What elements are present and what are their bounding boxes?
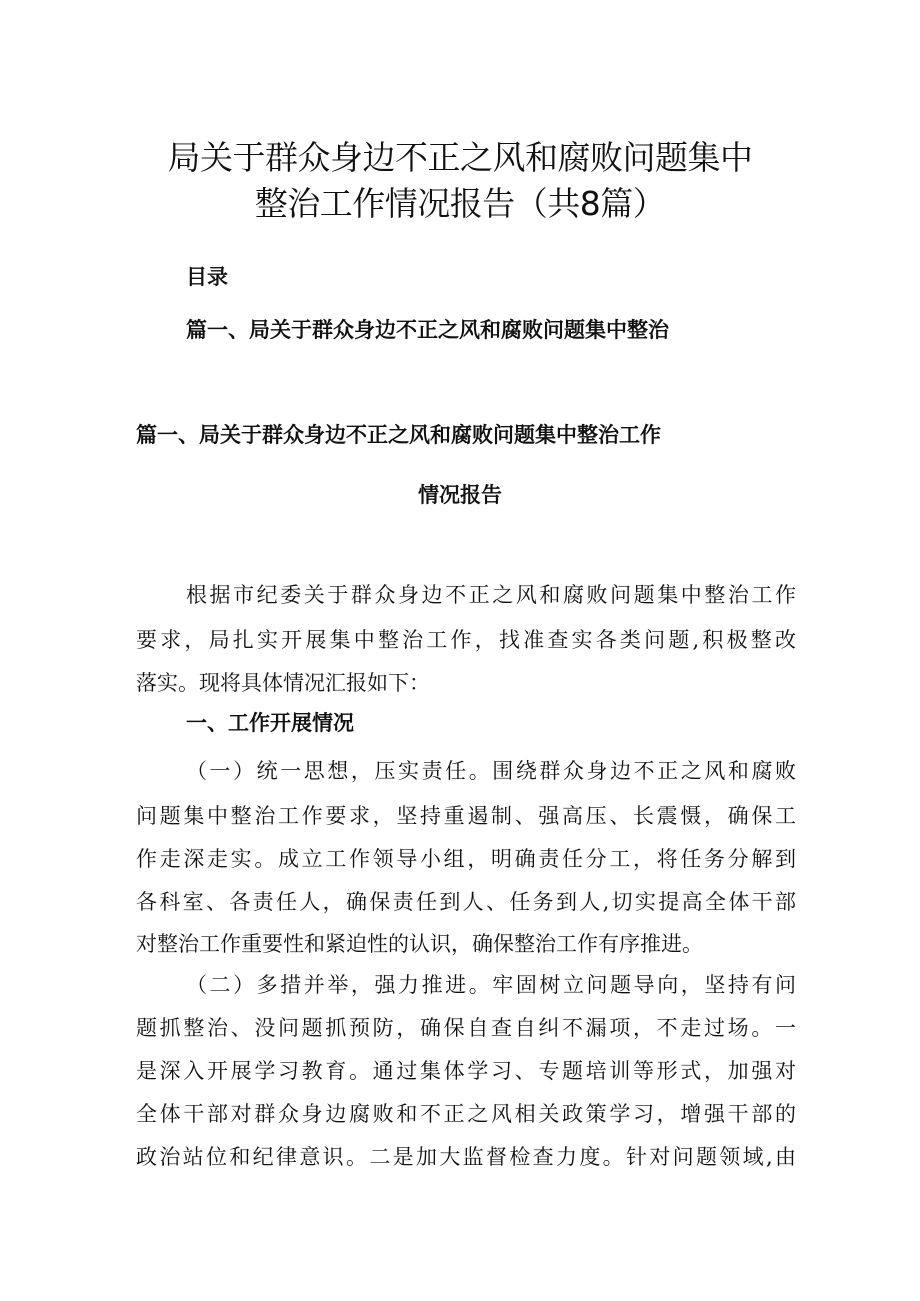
para-1-line-3: 作走深走实。成立工作领导小组，明确责任分工，将任务分解到 [136, 847, 796, 871]
para-1-line-4: 各科室、各责任人，确保责任到人、任务到人,切实提高全体干部 [136, 890, 796, 914]
para-1-line-2: 问题集中整治工作要求，坚持重遏制、强高压、长震慑，确保工 [136, 804, 796, 828]
toc-item[interactable]: 篇一、局关于群众身边不正之风和腐败问题集中整治 [186, 318, 669, 342]
para-2-line-5: 政治站位和纪律意识。二是加大监督检查力度。针对问题领域,由 [136, 1145, 796, 1169]
intro-line-3: 落实。现将具体情况汇报如下： [136, 671, 430, 695]
toc-label: 目录 [186, 265, 228, 289]
document-title-line-1: 局关于群众身边不正之风和腐败问题集中 [167, 138, 753, 177]
intro-line-1: 根据市纪委关于群众身边不正之风和腐败问题集中整治工作 [186, 583, 796, 607]
para-2-line-1: （二）多措并举，强力推进。牢固树立问题导向，坚持有问 [186, 973, 796, 997]
para-1-line-5: 对整治工作重要性和紧迫性的认识，确保整治工作有序推进。 [136, 932, 703, 956]
sub-heading-work-progress: 一、工作开展情况 [186, 711, 354, 735]
para-2-line-4: 全体干部对群众身边腐败和不正之风相关政策学习，增强干部的 [136, 1102, 796, 1126]
para-2-line-2: 题抓整治、没问题抓预防，确保自查自纠不漏项，不走过场。一 [136, 1016, 796, 1040]
para-1-line-1: （一）统一思想，压实责任。围绕群众身边不正之风和腐败 [186, 759, 796, 783]
section-title-line-2: 情况报告 [418, 483, 502, 507]
section-title-line-1: 篇一、局关于群众身边不正之风和腐败问题集中整治工作 [136, 423, 661, 447]
para-2-line-3: 是深入开展学习教育。通过集体学习、专题培训等形式，加强对 [136, 1059, 796, 1083]
intro-line-2: 要求，局扎实开展集中整治工作，找准查实各类问题,积极整改 [136, 628, 796, 652]
document-title-line-2: 整治工作情况报告（共8篇） [254, 184, 666, 223]
